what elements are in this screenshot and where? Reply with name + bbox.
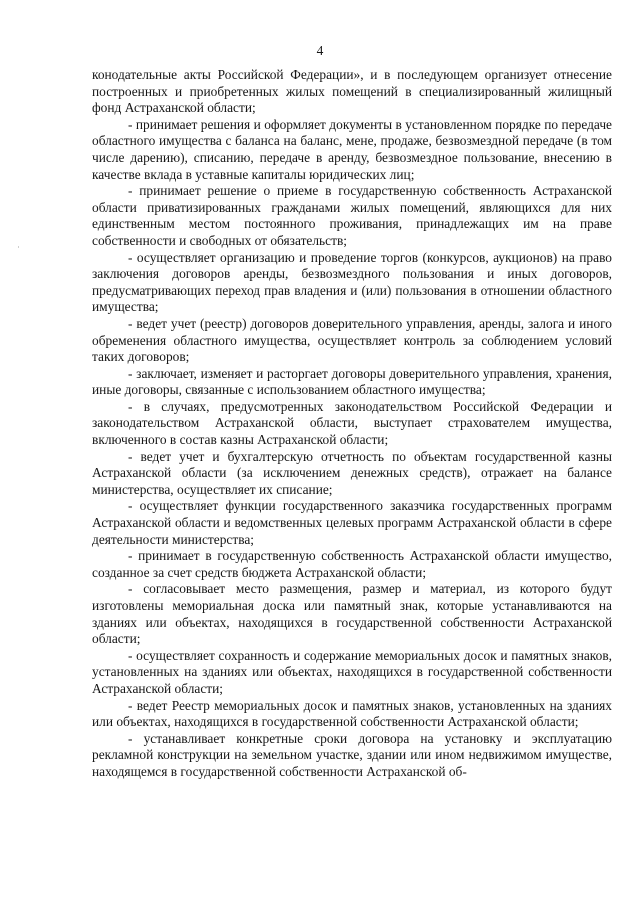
- list-item: - осуществляет сохранность и содержание мемориальных досок и памятных знаков, установленных на зданиях или объектах, находящихся в государственной собственности Астраханской области;: [92, 647, 612, 696]
- list-item: - принимает решения и оформляет документы в установленном порядке по передаче областного имущества с баланса на баланс, мене, продаже, безвозмездной передаче (в том числе дарению), списанию, передаче в аренду, безвозмездное пользование, внесению в качестве вклада в уставные капиталы юридических лиц;: [92, 116, 612, 182]
- list-item: - ведет учет и бухгалтерскую отчетность по объектам государственной казны Астраханской области (за исключением денежных средств), отражает на балансе министерства, осуществляет их списание;: [92, 448, 612, 497]
- list-item: - согласовывает место размещения, размер и материал, из которого будут изготовлены мемориальная доска или памятный знак, которые устанавливаются на зданиях или объектах, находящихся в государственной собственности Астраханской области;: [92, 581, 612, 647]
- page-number: 4: [316, 43, 324, 58]
- list-item: - в случаях, предусмотренных законодательством Российской Федерации и законодательством Астраханской области, выступает страхователем имущества, включенного в состав казны Астраханской области;: [92, 398, 612, 448]
- list-item: - принимает в государственную собственность Астраханской области имущество, созданное за счет средств бюджета Астраханской области;: [92, 548, 612, 580]
- list-item: - осуществляет функции государственного заказчика государственных программ Астраханской области и ведомственных целевых программ Астраханской области в сфере деятельности министерства;: [92, 498, 612, 547]
- list-item: - ведет учет (реестр) договоров доверительного управления, аренды, залога и иного обременения областного имущества, осуществляет контроль за соблюдением условий таких договоров;: [92, 315, 612, 365]
- list-item: - заключает, изменяет и расторгает договоры доверительного управления, хранения, иные договоры, связанные с использованием областного имущества;: [92, 365, 612, 398]
- margin-mark: [18, 246, 19, 248]
- list-item: - ведет Реестр мемориальных досок и памятных знаков, установленных на зданиях или объектах, находящихся в государственной собственности Астраханской области;: [92, 697, 612, 730]
- list-item: - устанавливает конкретные сроки договора на установку и эксплуатацию рекламной конструкции на земельном участке, здании или ином недвижимом имуществе, находящемся в государственной собственности Астраханской об-: [92, 730, 612, 779]
- list-item: - принимает решение о приеме в государственную собственность Астраханской области приватизированных гражданами жилых помещений, являющихся для них единственным местом постоянного проживания, принадлежащих им на праве собственности и свободных от обязательств;: [92, 183, 612, 248]
- list-item: - осуществляет организацию и проведение торгов (конкурсов, аукционов) на право заключения договоров аренды, безвозмездного пользования и иных договоров, предусматривающих переход прав владения и (или) пользования в отношении областного имущества;: [92, 249, 612, 315]
- document-body: [92, 67, 612, 781]
- paragraph-continuation: конодательные акты Российской Федерации», и в последующем организует отнесение построенных и приобретенных жилых помещений в специализированный жилищный фонд Астраханской области;: [92, 67, 612, 116]
